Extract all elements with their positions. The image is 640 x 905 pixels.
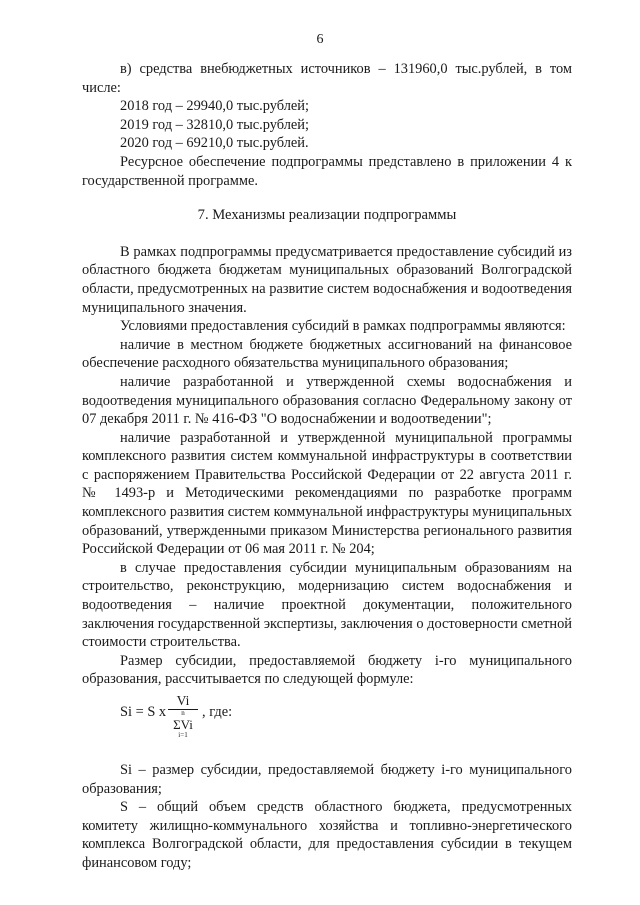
paragraph-subsidies-overview: В рамках подпрограммы предусматривается предоставление субсидий из областного бюджета бюджетам муниципальных образований Волгоградской области, предусмотренных на развитие систем водоснабжения и водоотведения муниципального значения.	[82, 243, 572, 316]
section-title: 7. Механизмы реализации подпрограммы	[197, 207, 457, 224]
budget-year-2019: 2019 год – 32810,0 тыс.рублей;	[120, 116, 309, 133]
page-number: 6	[316, 32, 324, 47]
formula-sum-bottom: i=1	[178, 731, 188, 739]
resource-note: Ресурсное обеспечение подпрограммы представлено в приложении 4 к государственной программе.	[82, 153, 572, 189]
budget-extrabudgetary-line: в) средства внебюджетных источников – 131960,0 тыс.рублей, в том числе:	[82, 61, 572, 96]
paragraph-condition-program: наличие разработанной и утвержденной муниципальной программы комплексного развития систем коммунальной инфраструктуры в соответствии с распоряжением Правительства Российской Федерации от 22 августа 2011 г. № 1493-р и Методическими рекомендациями по разработке программ комплексного развития систем коммунальной инфраструктуры муниципальных образований, утвержденными приказом Министерства регионального развития Российской Федерации от 06 мая 2011 г. № 204;	[82, 429, 572, 558]
budget-year-2018: 2018 год – 29940,0 тыс.рублей;	[120, 98, 309, 115]
paragraph-condition-construction: в случае предоставления субсидии муниципальным образованиям на строительство, реконструкцию, модернизацию систем водоснабжения и водоотведения – наличие проектной документации, положительного заключения государственной экспертизы, заключения о достоверности сметной стоимости строительства.	[82, 559, 573, 651]
formula-tail: , где:	[202, 704, 233, 720]
document-body	[82, 60, 572, 873]
paragraph-conditions-intro: Условиями предоставления субсидий в рамках подпрограммы являются:	[120, 318, 566, 335]
budget-year-2020: 2020 год – 69210,0 тыс.рублей.	[120, 135, 309, 152]
paragraph-condition-scheme: наличие разработанной и утвержденной схемы водоснабжения и водоотведения муниципального образования согласно Федеральному закону от 07 декабря 2011 г. № 416-ФЗ "О водоснабжении и водоотведении";	[82, 373, 572, 428]
formula-fraction	[168, 693, 198, 739]
subsidy-formula	[82, 693, 572, 747]
paragraph-definition-si: Si – размер субсидии, предоставляемой бюджету i-го муниципального образования;	[82, 762, 572, 797]
paragraph-formula-intro: Размер субсидии, предоставляемой бюджету i-го муниципального образования, рассчитывается по следующей формуле:	[82, 652, 572, 688]
formula-lhs: Si = S x	[120, 704, 167, 720]
paragraph-condition-budget: наличие в местном бюджете бюджетных ассигнований на финансовое обеспечение расходного обязательства муниципального образования;	[82, 336, 572, 372]
formula-sum: ΣVi	[173, 717, 193, 732]
paragraph-definition-s: S – общий объем средств областного бюджета, предусмотренных комитету жилищно-коммунального хозяйства и топливно-энергетического комплекса Волгоградской области, для предоставления субсидии в текущем финансовом году;	[82, 799, 572, 871]
formula-sum-top: n	[181, 709, 185, 717]
formula-numerator: Vi	[168, 693, 198, 710]
